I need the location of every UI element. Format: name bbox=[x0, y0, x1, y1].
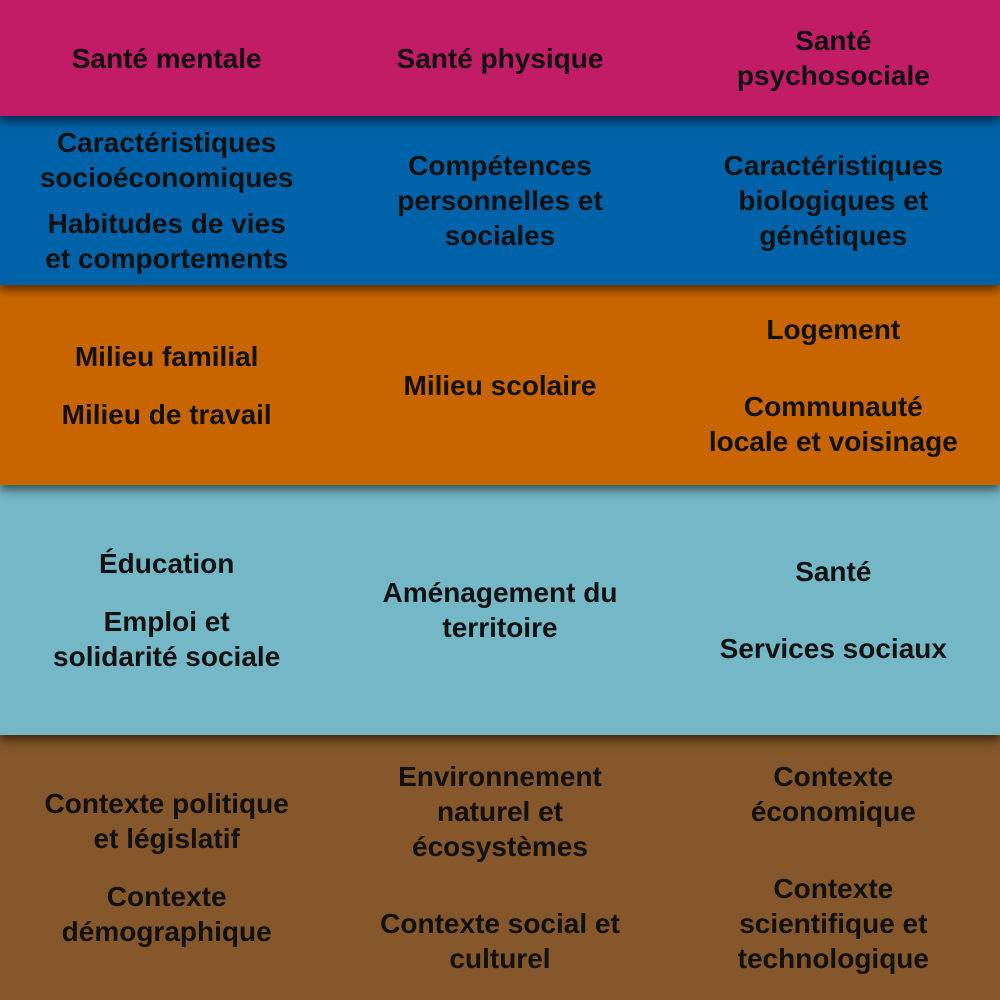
item-milieu-familial: Milieu familial bbox=[74, 340, 259, 372]
item-sante-psychosociale: Santé psychosociale bbox=[736, 25, 930, 91]
item-logement: Logement bbox=[766, 313, 901, 345]
band-health-outcomes bbox=[0, 0, 1000, 116]
column-1 bbox=[0, 485, 333, 735]
item-sante-mentale: Santé mentale bbox=[71, 42, 262, 74]
item-habitudes-de-vies: Habitudes de vies et comportements bbox=[45, 208, 289, 274]
column-2 bbox=[333, 0, 666, 116]
column-2 bbox=[333, 116, 666, 285]
column-3 bbox=[667, 0, 1000, 116]
band-systems bbox=[0, 485, 1000, 735]
item-sante-physique: Santé physique bbox=[396, 42, 604, 74]
column-3 bbox=[667, 485, 1000, 735]
column-1 bbox=[0, 285, 333, 485]
item-amenagement-territoire: Aménagement du territoire bbox=[382, 577, 618, 643]
item-milieu-scolaire: Milieu scolaire bbox=[403, 369, 597, 401]
column-1 bbox=[0, 116, 333, 285]
column-3 bbox=[667, 285, 1000, 485]
item-contexte-demographique: Contexte démographique bbox=[61, 881, 272, 947]
band-global-context bbox=[0, 735, 1000, 1000]
item-environnement-naturel: Environnement naturel et écosystèmes bbox=[398, 761, 602, 862]
band-living-environments bbox=[0, 285, 1000, 485]
band-individual-characteristics bbox=[0, 116, 1000, 285]
item-competences-personnelles: Compétences personnelles et sociales bbox=[397, 150, 603, 251]
item-contexte-social-culturel: Contexte social et culturel bbox=[380, 908, 620, 974]
item-contexte-economique: Contexte économique bbox=[750, 761, 916, 827]
item-communaute-locale: Communauté locale et voisinage bbox=[708, 390, 958, 457]
column-3 bbox=[667, 735, 1000, 1000]
item-caracteristiques-biologiques: Caractéristiques biologiques et génétiques bbox=[723, 150, 944, 251]
item-emploi-solidarite: Emploi et solidarité sociale bbox=[53, 606, 281, 672]
column-3 bbox=[667, 116, 1000, 285]
item-milieu-de-travail: Milieu de travail bbox=[61, 398, 272, 430]
item-sante: Santé bbox=[795, 556, 872, 587]
column-2 bbox=[333, 735, 666, 1000]
column-1 bbox=[0, 735, 333, 1000]
item-caracteristiques-socioeconomiques: Caractéristiques socioéconomiques bbox=[39, 127, 294, 193]
column-1 bbox=[0, 0, 333, 116]
item-contexte-scientifique: Contexte scientifique et technologique bbox=[737, 873, 929, 974]
item-contexte-politique: Contexte politique et législatif bbox=[44, 788, 289, 854]
item-services-sociaux: Services sociaux bbox=[719, 633, 947, 664]
column-2 bbox=[333, 285, 666, 485]
item-education: Éducation bbox=[98, 548, 235, 579]
column-2 bbox=[333, 485, 666, 735]
